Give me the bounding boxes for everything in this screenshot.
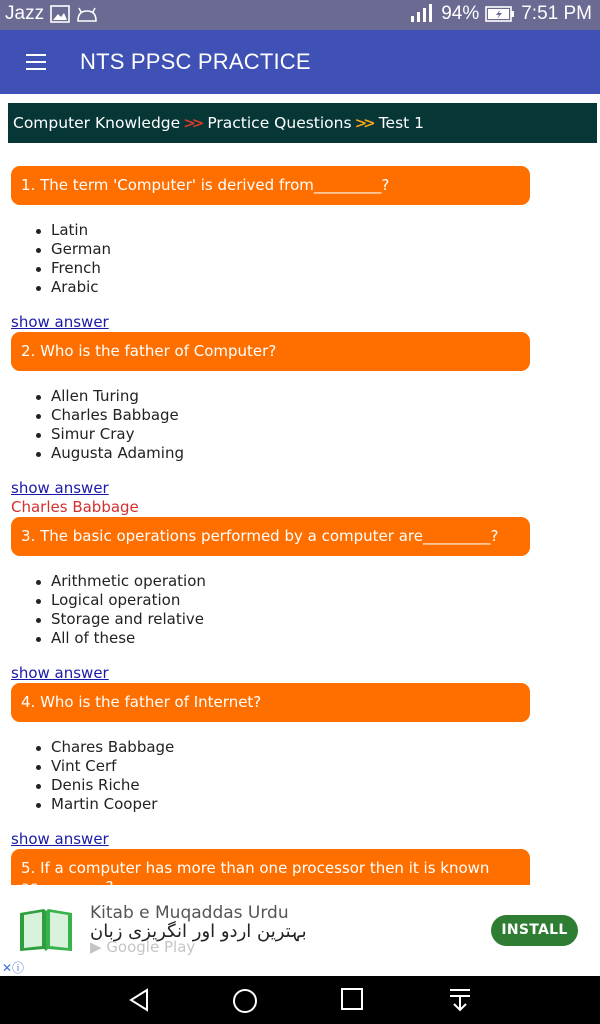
ad-choices-icon[interactable]: ✕ⓘ [2, 961, 25, 975]
signal-icon [409, 4, 435, 24]
options-3 [51, 572, 206, 648]
home-icon[interactable] [232, 988, 258, 1014]
option: Martin Cooper [51, 795, 174, 814]
breadcrumb [8, 103, 597, 143]
show-answer-link-2[interactable]: show answer [11, 479, 109, 497]
question-1: 1. The term 'Computer' is derived from_________? [11, 166, 530, 205]
option: Arabic [51, 278, 111, 297]
ad-banner[interactable] [0, 885, 600, 976]
option: Augusta Adaming [51, 444, 184, 462]
ad-subtitle: بہترین اردو اور انگریزی زبان [90, 921, 307, 942]
status-right [409, 3, 592, 25]
breadcrumb-item-current: Test 1 [378, 114, 425, 132]
option: Latin [51, 221, 111, 240]
option: Storage and relative [51, 610, 205, 628]
options-2 [51, 387, 184, 463]
app-bar [0, 30, 600, 94]
options-4 [51, 738, 174, 814]
show-answer-link-1[interactable]: show answer [11, 313, 109, 331]
option: Denis Riche [51, 776, 174, 795]
question-4: 4. Who is the father of Internet? [11, 683, 530, 722]
option: Arithmetic operation [51, 572, 206, 590]
option: Allen Turing [51, 387, 184, 406]
breadcrumb-item-section[interactable]: Practice Questions [207, 114, 352, 132]
option: Logical operation [51, 591, 206, 610]
option: French [51, 259, 111, 278]
option: Charles Babbage [51, 406, 184, 425]
battery-icon [485, 5, 515, 23]
back-icon[interactable] [127, 988, 151, 1012]
install-button[interactable]: INSTALL [491, 915, 578, 946]
options-1 [51, 221, 111, 297]
battery-percent: 94% [441, 3, 480, 24]
status-left [5, 3, 98, 25]
show-answer-link-4[interactable]: show answer [11, 830, 109, 848]
menu-icon[interactable] [26, 54, 46, 70]
breadcrumb-item-category[interactable]: Computer Knowledge [13, 114, 181, 132]
answer-text-2: Charles Babbage [11, 498, 139, 516]
recent-apps-icon[interactable] [341, 988, 363, 1010]
status-bar [0, 0, 600, 30]
option: Simur Cray [51, 425, 184, 444]
question-3: 3. The basic operations performed by a computer are_________? [11, 517, 530, 556]
app-title: NTS PPSC PRACTICE [80, 49, 311, 74]
show-answer-link-3[interactable]: show answer [11, 664, 109, 682]
carrier-name: Jazz [5, 3, 45, 24]
gallery-icon [50, 5, 70, 23]
ad-store: ▶ Google Play [90, 938, 196, 956]
question-5: 5. If a computer has more than one processor then it is known [11, 849, 530, 909]
ad-title: Kitab e Muqaddas Urdu [90, 903, 289, 923]
option: German [51, 240, 112, 258]
option: Chares Babbage [51, 738, 175, 756]
question-2: 2. Who is the father of Computer? [11, 332, 530, 371]
notification-drawer-icon[interactable] [449, 988, 471, 1012]
option: Vint Cerf [51, 757, 174, 776]
option: All of these [51, 629, 206, 648]
book-icon [18, 907, 74, 953]
android-icon [76, 6, 98, 22]
navigation-bar [0, 976, 600, 1024]
clock: 7:51 PM [521, 3, 592, 24]
double-chevron-icon: >> [354, 114, 372, 132]
question-list[interactable] [0, 143, 600, 885]
double-chevron-icon: >> [183, 114, 201, 132]
